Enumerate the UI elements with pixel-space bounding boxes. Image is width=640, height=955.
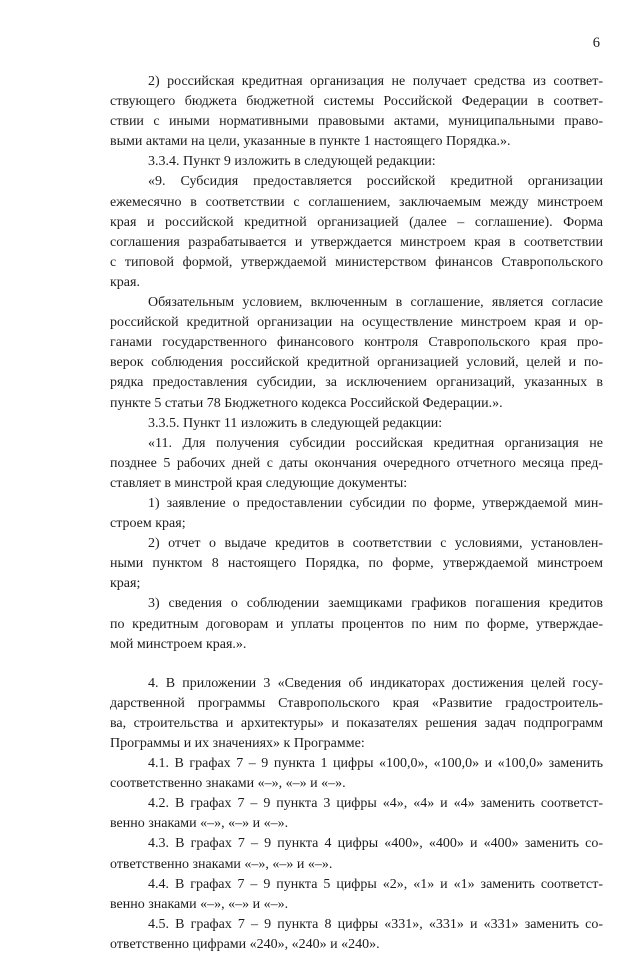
paragraph-p14 [110, 875, 603, 915]
text-line: дарственной программы Ставропольского края «Развитие градостроитель- [110, 695, 603, 711]
text-line: 4. В приложении 3 «Сведения об индикаторах достижения целей госу- [148, 675, 603, 691]
document-body [110, 72, 603, 955]
paragraph-p5 [110, 414, 603, 434]
text-line: венно знаками «–», «–» и «–». [110, 816, 289, 832]
text-line: 3.3.5. Пункт 11 изложить в следующей редакции: [148, 415, 443, 431]
text-line: соответственно знаками «–», «–» и «–». [110, 776, 346, 792]
text-line: верок соблюдения российской кредитной организацией условий, целей и по- [110, 355, 603, 371]
text-line: строем края; [110, 516, 186, 532]
text-line: с типовой формой, утверждаемой министерством финансов Ставропольского [110, 254, 603, 270]
paragraph-p6 [110, 434, 603, 494]
text-line: 3) сведения о соблюдении заемщиками графиков погашения кредитов [148, 596, 603, 612]
text-line: 4.2. В графах 7 – 9 пункта 3 цифры «4», «4» и «4» заменить соответст- [148, 796, 603, 812]
page-number: 6 [592, 35, 600, 51]
text-line: пункте 5 статьи 78 Бюджетного кодекса Российской Федерации.». [110, 395, 503, 411]
text-line: 2) отчет о выдаче кредитов в соответствии с условиями, установлен- [148, 536, 603, 552]
paragraph-p4 [110, 293, 603, 414]
text-line: выми актами на цели, указанные в пункте 1 настоящего Порядка.». [110, 134, 511, 150]
paragraph-p9 [110, 594, 603, 654]
text-line: ганами государственного финансового контроля Ставропольского края про- [110, 335, 603, 351]
text-line: 4.1. В графах 7 – 9 пункта 1 цифры «100,0», «100,0» и «100,0» заменить [148, 756, 603, 772]
text-line: 4.5. В графах 7 – 9 пункта 8 цифры «331», «331» и «331» заменить со- [148, 916, 603, 932]
paragraph-p3 [110, 172, 603, 293]
text-line: по кредитным договорам и уплаты процентов по ним по форме, утверждае- [110, 616, 603, 632]
paragraph-p8 [110, 534, 603, 594]
text-line: «11. Для получения субсидии российская кредитная организация не [148, 435, 603, 451]
text-line: «9. Субсидия предоставляется российской кредитной организации [148, 174, 603, 190]
paragraph-p10 [110, 674, 603, 754]
paragraph-p12 [110, 794, 603, 834]
text-line: ва, строительства и архитектуры» и показателях решения задач подпрограмм [110, 715, 603, 731]
text-line: ставляет в минстрой края следующие документы: [110, 475, 408, 491]
text-line: ответственно цифрами «240», «240» и «240». [110, 936, 380, 952]
paragraph-p7 [110, 494, 603, 534]
text-line: Обязательным условием, включенным в соглашение, является согласие [148, 295, 603, 311]
text-line: ежемесячно в соответствии с соглашением, заключаемым между минстроем [110, 194, 603, 210]
text-line: мой минстроем края.». [110, 636, 247, 652]
text-line: ствующего бюджета бюджетной системы Российской Федерации в соответ- [110, 94, 603, 110]
paragraph-p1 [110, 72, 603, 152]
text-line: края. [110, 274, 140, 290]
text-line: 3.3.4. Пункт 9 изложить в следующей редакции: [148, 154, 436, 170]
text-line: 4.3. В графах 7 – 9 пункта 4 цифры «400», «400» и «400» заменить со- [148, 836, 603, 852]
text-line: 4.4. В графах 7 – 9 пункта 5 цифры «2», «1» и «1» заменить соответст- [148, 876, 603, 892]
text-line: 1) заявление о предоставлении субсидии по форме, утверждаемой мин- [148, 495, 603, 511]
text-line: Программы и их значениях» к Программе: [110, 736, 365, 751]
text-line: рядка предоставления субсидии, за исключением организаций, указанных в [110, 375, 603, 391]
paragraph-p2 [110, 152, 603, 172]
text-line: края; [110, 576, 141, 592]
paragraph-p15 [110, 915, 603, 955]
paragraph-p13 [110, 834, 603, 874]
text-line: 2) российская кредитная организация не получает средства из соответ- [148, 74, 603, 89]
text-line: ответственно знаками «–», «–» и «–». [110, 856, 333, 872]
text-line: края и российской кредитной организацией (далее – соглашение). Форма [110, 214, 603, 230]
text-line: ствии с иными нормативными правовыми актами, муниципальными право- [110, 114, 603, 130]
text-line: российской кредитной организации на осуществление минстроем края и ор- [110, 315, 603, 331]
text-line: позднее 5 рабочих дней с даты окончания очередного отчетного месяца пред- [110, 455, 603, 471]
text-line: венно знаками «–», «–» и «–». [110, 896, 289, 912]
text-line: соглашения разрабатывается и утверждается минстроем края в соответствии [110, 234, 603, 250]
paragraph-p11 [110, 754, 603, 794]
text-line: ными пунктом 8 настоящего Порядка, по форме, утверждаемой минстроем [110, 556, 603, 572]
